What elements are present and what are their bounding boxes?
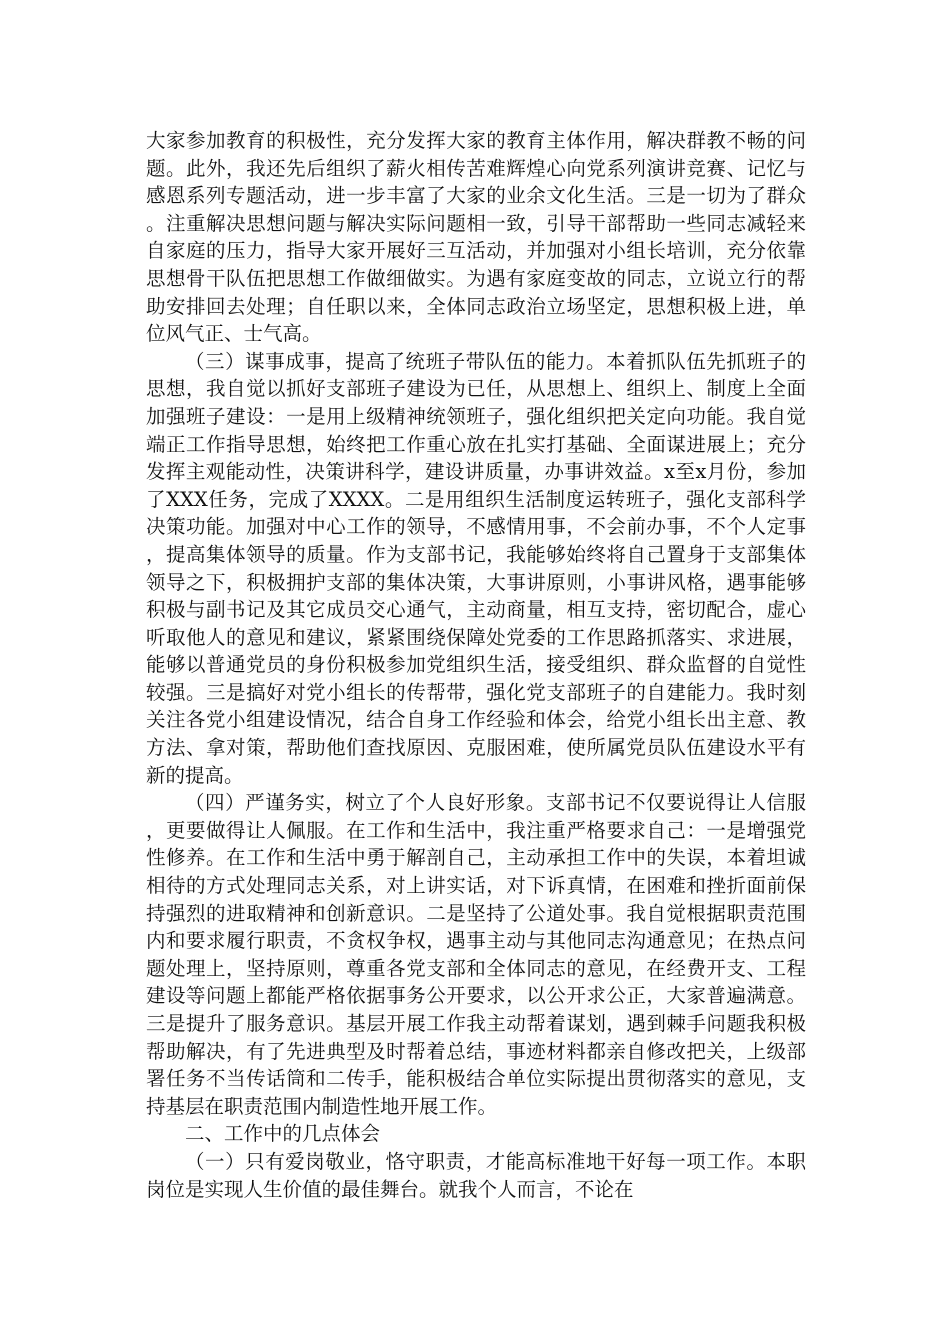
section-heading-experience: 二、工作中的几点体会 — [185, 1122, 381, 1146]
paragraph-experience-one: （一）只有爱岗敬业，恪守职责，才能高标准地干好每一项工作。本职岗位是实现人生价值的最佳舞台。就我个人而言，不论在 — [146, 1149, 806, 1201]
paragraph-continuation: 大家参加教育的积极性，充分发挥大家的教育主体作用，解决群教不畅的问题。此外，我还先后组织了薪火相传苦难辉煌心向党系列演讲竞赛、记忆与感恩系列专题活动，进一步丰富了大家的业余文化生活。三是一切为了群众。注重解决思想问题与解决实际问题相一致，引导干部帮助一些同志减轻来自家庭的压力，指导大家开展好三互活动，并加强对小组长培训，充分依靠思想骨干队伍把思想工作做细做实。为遇有家庭变故的同志，立说立行的帮助安排回去处理；自任职以来，全体同志政治立场坚定，思想积极上进，单位风气正、士气高。 — [146, 129, 806, 346]
paragraph-section-four: （四）严谨务实，树立了个人良好形象。支部书记不仅要说得让人信服，更要做得让人佩服。在工作和生活中，我注重严格要求自己：一是增强党性修养。在工作和生活中勇于解剖自己，主动承担工作中的失误，本着坦诚相待的方式处理同志关系，对上讲实话，对下诉真情，在困难和挫折面前保持强烈的进取精神和创新意识。二是坚持了公道处事。我自觉根据职责范围内和要求履行职责，不贪权争权，遇事主动与其他同志沟通意见；在热点问题处理上，坚持原则，尊重各党支部和全体同志的意见，在经费开支、工程建设等问题上都能严格依据事务公开要求，以公开求公正，大家普遍满意。三是提升了服务意识。基层开展工作我主动帮着谋划，遇到棘手问题我积极帮助解决，有了先进典型及时帮着总结，事迹材料都亲自修改把关，上级部署任务不当传话筒和二传手，能积极结合单位实际提出贯彻落实的意见，支持基层在职责范围内制造性地开展工作。 — [146, 791, 806, 1118]
paragraph-section-three: （三）谋事成事，提高了统班子带队伍的能力。本着抓队伍先抓班子的思想，我自觉以抓好支部班子建设为已任，从思想上、组织上、制度上全面加强班子建设：一是用上级精神统领班子，强化组织把关定向功能。我自觉端正工作指导思想，始终把工作重心放在扎实打基础、全面谋进展上；充分发挥主观能动性，决策讲科学，建设讲质量，办事讲效益。x至x月份，参加了XXX任务，完成了XXXX。二是用组织生活制度运转班子，强化支部科学决策功能。加强对中心工作的领导，不感情用事，不会前办事，不个人定事，提高集体领导的质量。作为支部书记，我能够始终将自己置身于支部集体领导之下，积极拥护支部的集体决策，大事讲原则，小事讲风格，遇事能够积极与副书记及其它成员交心通气，主动商量，相互支持，密切配合，虚心听取他人的意见和建议，紧紧围绕保障处党委的工作思路抓落实、求进展，能够以普通党员的身份积极参加党组织生活，接受组织、群众监督的自觉性较强。三是搞好对党小组长的传帮带，强化党支部班子的自建能力。我时刻关注各党小组建设情况，结合自身工作经验和体会，给党小组长出主意、教方法、拿对策，帮助他们查找原因、克服困难，使所属党员队伍建设水平有新的提高。 — [146, 349, 806, 787]
document-page — [146, 127, 806, 1203]
